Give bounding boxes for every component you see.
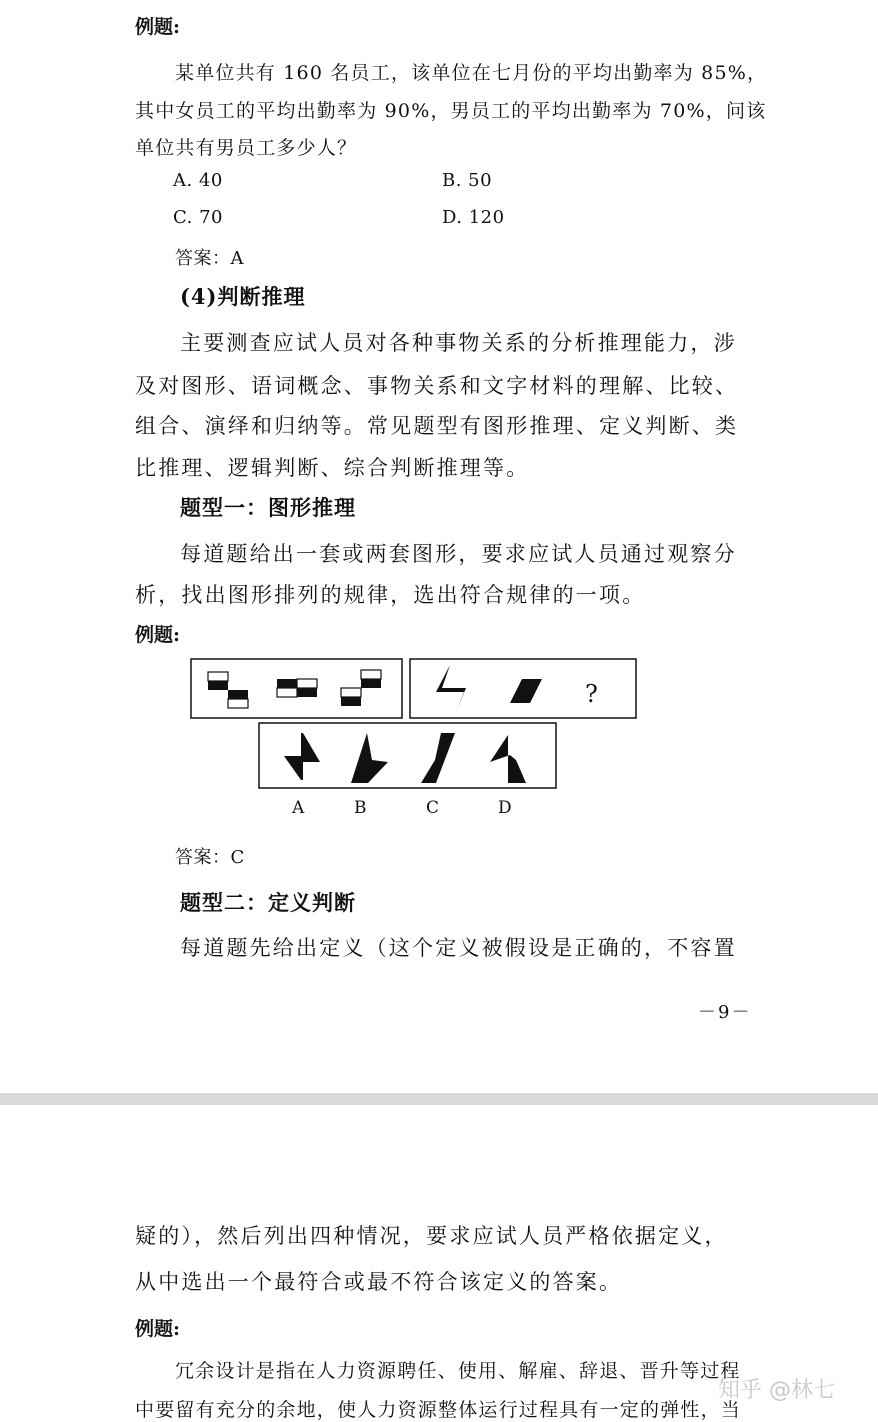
question-line-3: 单位共有男员工多少人？ [135,137,358,159]
question-line-2: 其中女员工的平均出勤率为 90%，男员工的平均出勤率为 70%，问该 [135,100,767,122]
section-line-3: 组合、演绎和归纳等。常见题型有图形推理、定义判断、类 [135,414,739,438]
option-figure-b [351,733,388,783]
option-figure-d [490,735,526,783]
type1-line-2: 析，找出图形排列的规律，选出符合规律的一项。 [135,583,646,607]
example-heading: 例题: [135,16,181,38]
sequence1-figure-2 [277,679,317,697]
type2-line-1: 每道题先给出定义（这个定义被假设是正确的，不容置 [180,936,737,960]
sequence1-figure-1 [208,672,248,708]
page2-example-heading: 例题: [135,1318,181,1340]
option-label-a: A [292,798,305,818]
option-figure-c [421,733,455,783]
sequence1-figure-3 [341,670,381,706]
answer-text: 答案：A [175,248,244,269]
option-b: B. 50 [442,170,493,191]
answer2-text: 答案：C [175,847,245,868]
type1-line-1: 每道题给出一套或两套图形，要求应试人员通过观察分 [180,542,737,566]
question-line-1: 某单位共有 160 名员工，该单位在七月份的平均出勤率为 85%， [175,62,768,84]
question-mark: ? [585,680,598,708]
section-line-1: 主要测查应试人员对各种事物关系的分析推理能力，涉 [180,331,737,355]
option-d: D. 120 [442,207,505,228]
page2-line-2: 从中选出一个最符合或最不符合该定义的答案。 [135,1270,623,1294]
section-line-4: 比推理、逻辑判断、综合判断推理等。 [135,456,530,480]
page-divider [0,1093,878,1105]
example2-heading: 例题: [135,624,181,646]
page2-line-1: 疑的），然后列出四种情况，要求应试人员严格依据定义， [135,1224,728,1248]
page2-example-line-1: 冗余设计是指在人力资源聘任、使用、解雇、辞退、晋升等过程 [175,1360,741,1382]
sequence2-figure-1 [436,665,466,712]
type2-heading: 题型二：定义判断 [180,890,356,915]
page2-example-line-2: 中要留有充分的余地，使人力资源整体运行过程具有一定的弹性，当 [135,1399,742,1421]
option-label-d: D [498,798,512,818]
option-a: A. 40 [173,170,223,191]
option-c: C. 70 [173,207,223,228]
section-heading: (4)判断推理 [180,284,306,309]
sequence2-figure-2 [510,679,542,703]
option-figure-a [284,733,320,780]
section-line-2: 及对图形、语词概念、事物关系和文字材料的理解、比较、 [135,374,739,398]
option-label-c: C [426,798,440,818]
type1-heading: 题型一：图形推理 [180,495,356,520]
option-label-b: B [354,798,367,818]
zhihu-watermark: 知乎 @林七 [718,1378,835,1403]
page-number: －9－ [698,1002,752,1023]
